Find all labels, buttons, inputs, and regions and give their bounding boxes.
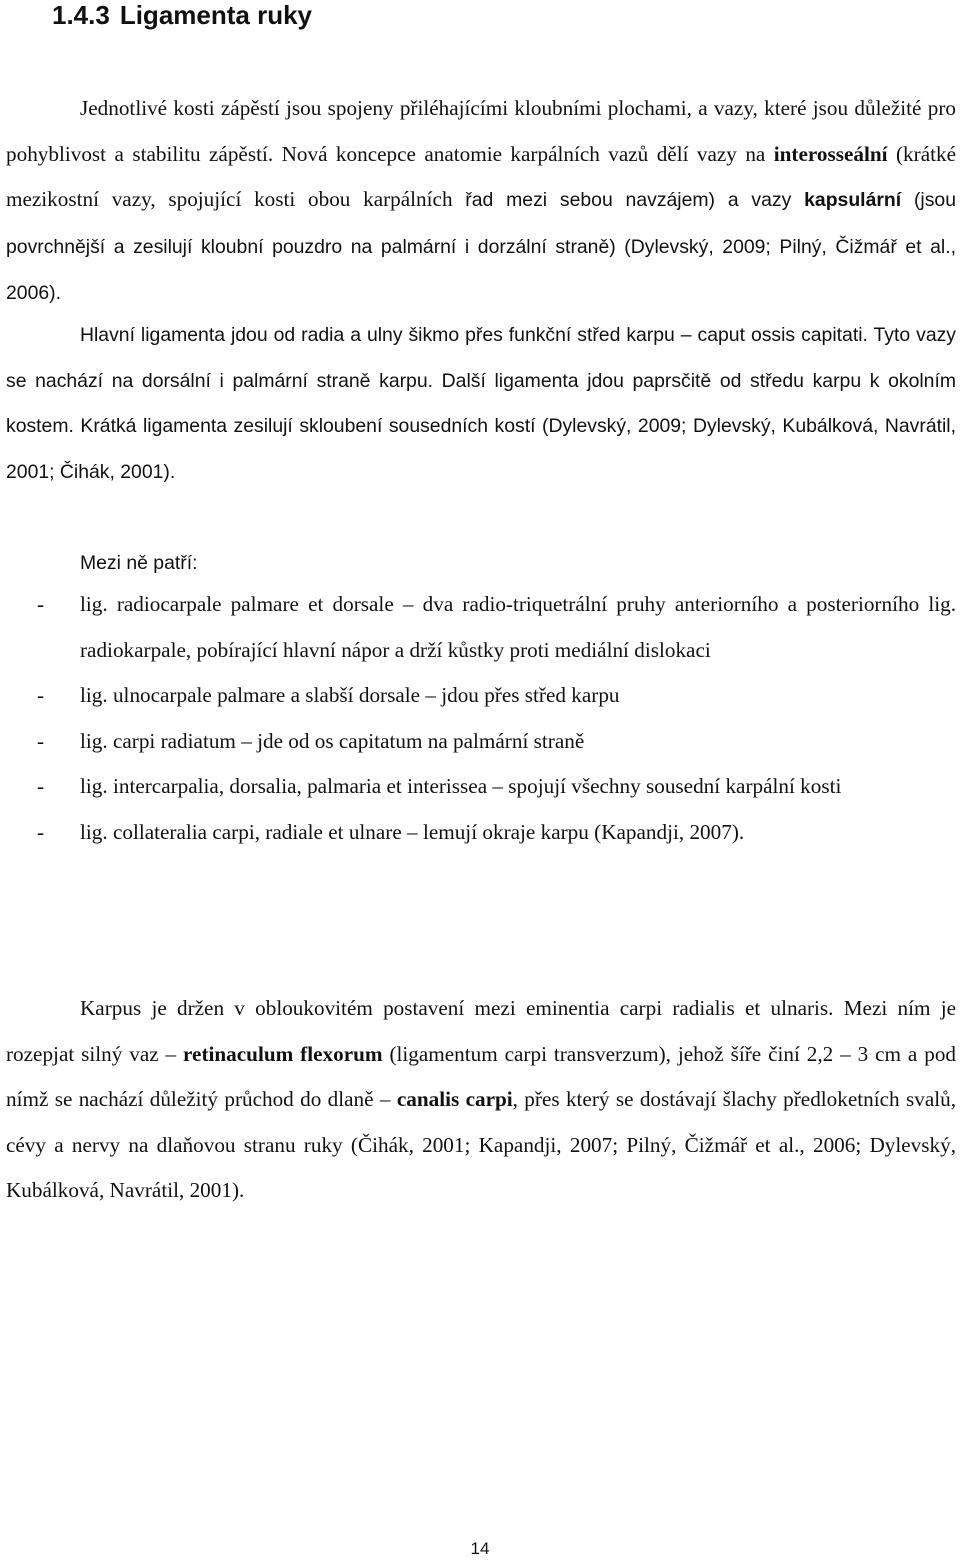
p1-text-a: Jednotlivé kosti zápěstí jsou spojeny přiléhajícími kloubními plochami, a vazy, které jsou důležité pro pohyblivost a stabilitu zápěstí. Nová koncepce anatomie karpálních vazů dělí vazy na: [6, 96, 956, 166]
list-item: - lig. collateralia carpi, radiale et ulnare – lemují okraje karpu (Kapandji, 2007).: [37, 819, 745, 844]
paragraph-carpal-tunnel: [6, 986, 956, 1214]
term-interosseal: interosseální: [773, 141, 888, 166]
term-retinaculum-flexorum: retinaculum flexorum: [183, 1041, 383, 1066]
list-item: - lig. carpi radiatum – jde od os capitatum na palmární straně: [37, 728, 585, 753]
section-title: Ligamenta ruky: [119, 0, 312, 30]
list-intro: Mezi ně patří:: [80, 552, 198, 574]
p3-text-d: , přes který se dostávají šlachy předloketních svalů, cévy a nervy na dlaňovou stranu ruky (Čihák, 2001; Kapandji, 2007; Pilný, Čižmář et al., 2006; Dylevský, Kubálková, Navrátil, 2001).: [6, 1087, 957, 1202]
list-item: - lig. ulnocarpale palmare a slabší dorsale – jdou přes střed karpu: [37, 683, 620, 707]
paragraph-ligament-classification: [6, 86, 956, 317]
page-number: 14: [470, 1539, 490, 1558]
p1-text-c: (krátké mezikostní vazy, spojující kosti obou karpálních: [6, 141, 956, 211]
list-item: - lig. radiocarpale palmare et dorsale – dva radio-triquetrální pruhy anteriorního a posteriorního lig. radiokarpale, pobírající hlavní nápor a drží kůstky proti mediální dislokaci: [37, 592, 956, 662]
section-heading: [52, 0, 312, 32]
paragraph-main-ligaments: Hlavní ligamenta jdou od radia a ulny šikmo přes funkční střed karpu – caput ossis capitati. Tyto vazy se nachází na dorsální i palmární straně karpu. Další ligamenta jdou paprsčitě od středu karpu k okolním kostem. Krátká ligamenta zesilují skloubení sousedních kostí (Dylevský, 2009; Dylevský, Kubálková, Navrátil, 2001; Čihák, 2001).: [6, 324, 956, 483]
ligament-list: [0, 582, 960, 855]
section-number: 1.4.3: [52, 0, 110, 30]
p3-text-c: (ligamentum carpi transverzum), jehož šíře činí 2,2 – 3 cm a pod nímž se nachází důležitý průchod do dlaně –: [6, 1041, 957, 1111]
p1-text-e: (jsou povrchnější a zesilují kloubní pouzdro na palmární i dorzální straně) (Dylevský, 2009; Pilný, Čižmář et al., 2006).: [6, 189, 956, 304]
p1-text-d: řad mezi sebou navzájem) a vazy: [465, 189, 805, 211]
term-kapsularni: kapsulární: [804, 189, 902, 211]
p3-text-a: Karpus je držen v obloukovitém postavení mezi eminentia carpi radialis et ulnaris. Mezi ním je rozepjat silný vaz –: [6, 996, 956, 1066]
term-canalis-carpi: canalis carpi: [396, 1087, 513, 1111]
list-item: - lig. intercarpalia, dorsalia, palmaria et interissea – spojují všechny sousední karpální kosti: [37, 774, 842, 798]
